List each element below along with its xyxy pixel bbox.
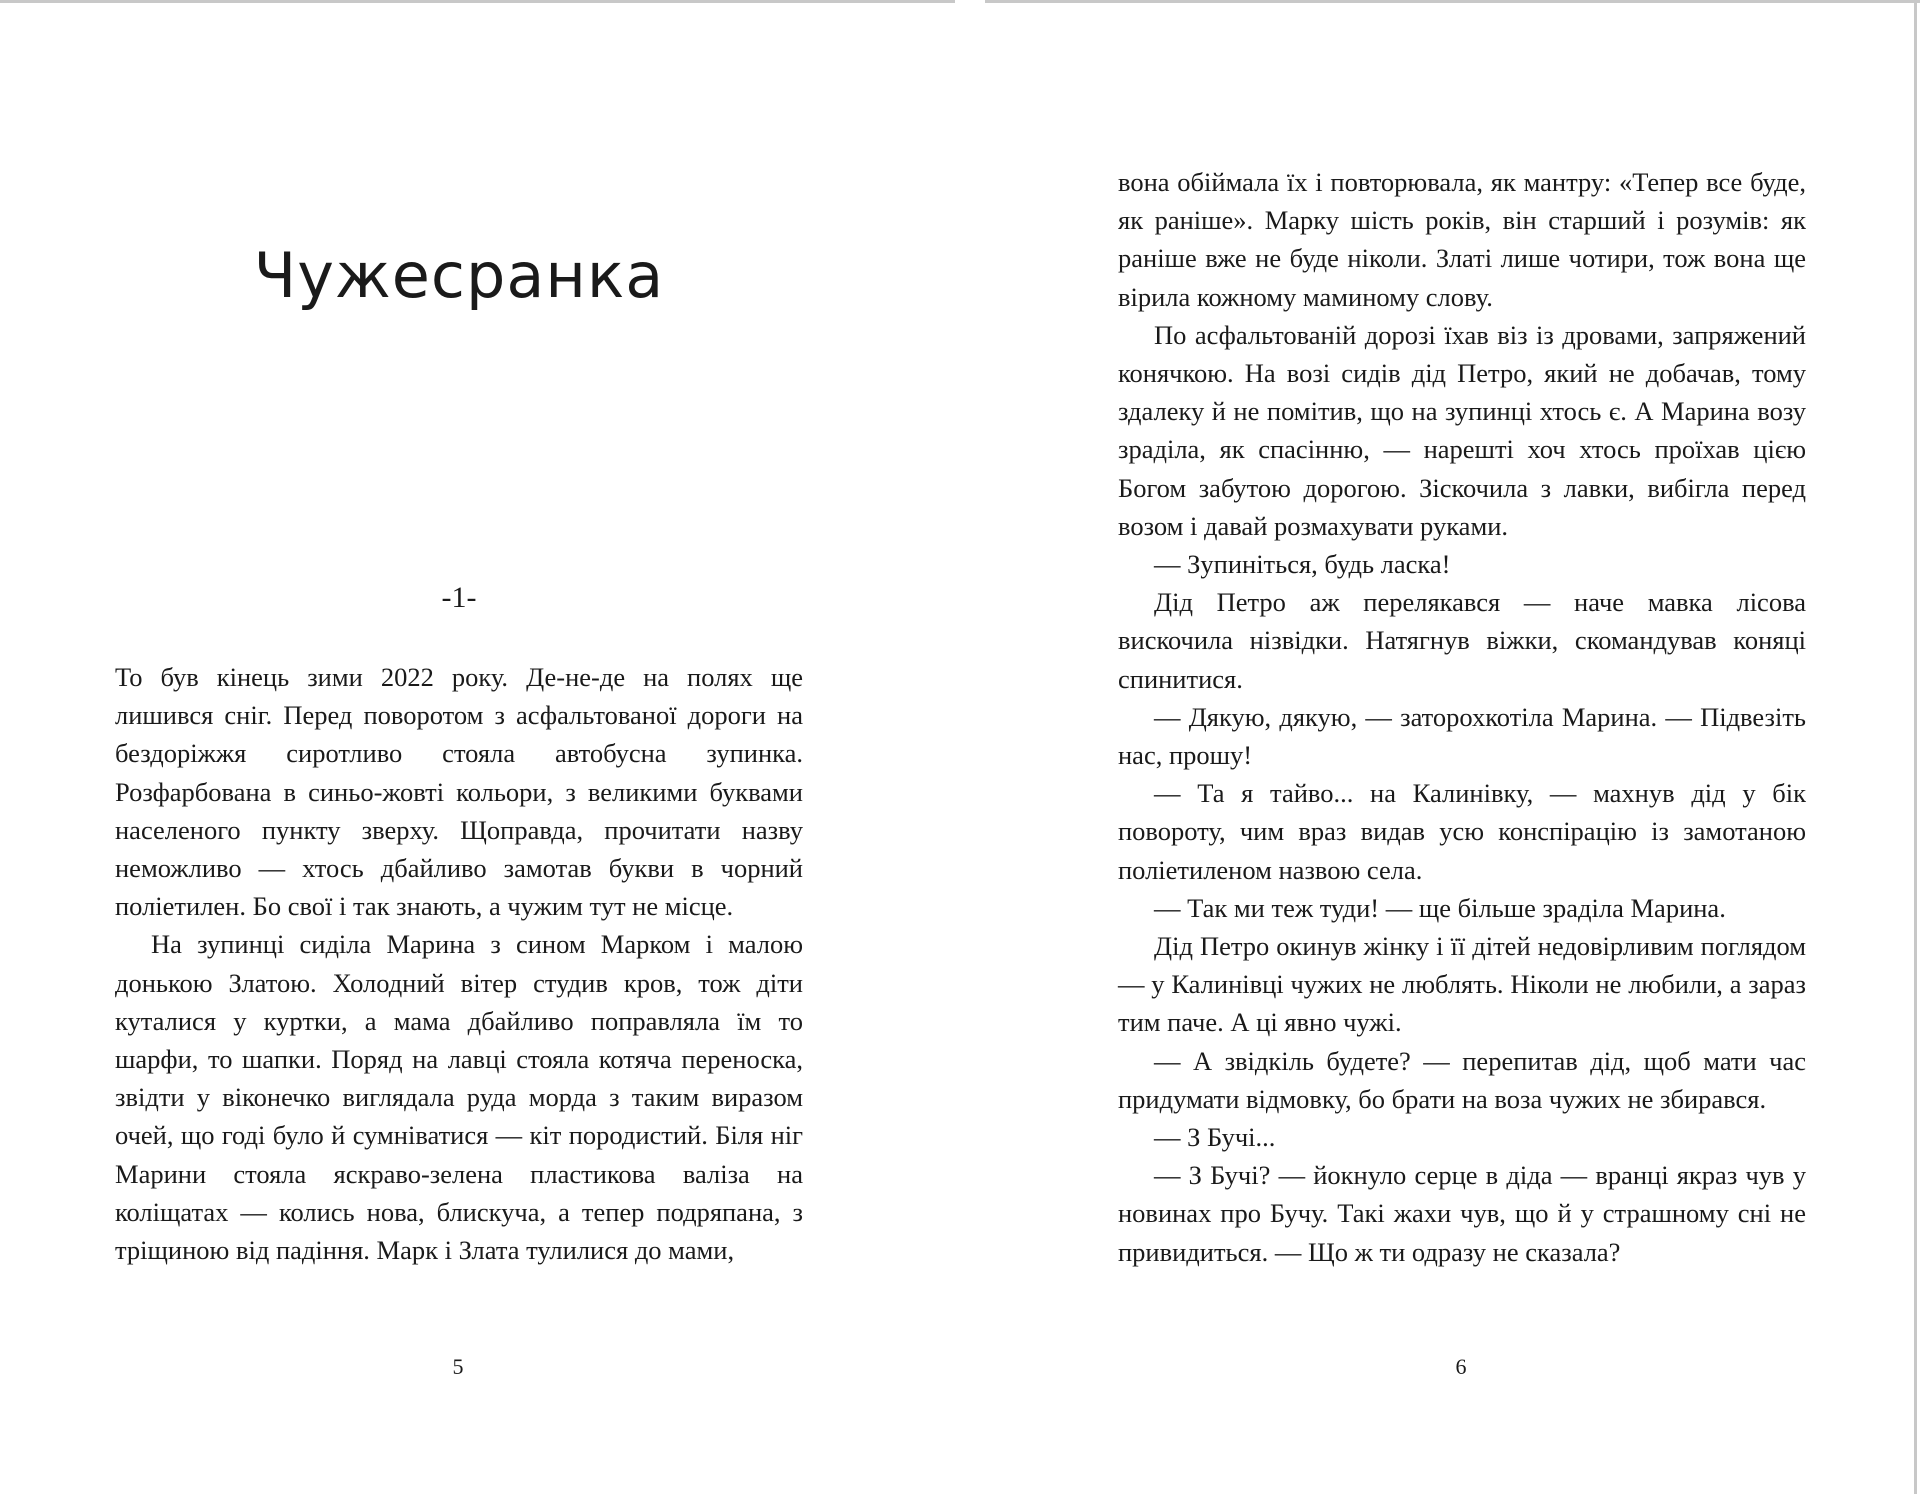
paragraph: То був кінець зими 2022 року. Де-не-де на полях ще лишився сніг. Перед поворотом з асфальтованої дороги на бездоріжжя сиротливо стояла автобусна зупинка. Розфарбована в синьо-жовті кольори, з великими буквами населеного пункту зверху. Щоправда, прочитати назву неможливо — хтось дбайливо замотав букви в чорний поліетилен. Бо свої і так знають, а чужим тут не місце. [115, 662, 803, 922]
page-number-right: 6 [1455, 1354, 1467, 1379]
left-page-body [115, 658, 803, 1269]
dialogue-line: — Зупиніться, будь ласка! [1154, 549, 1451, 580]
dialogue-line: — Так ми теж туди! — ще більше зраділа Марина. [1154, 892, 1726, 923]
paragraph: Дід Петро окинув жінку і її дітей недовірливим поглядом — у Калинівці чужих не люблять. Ніколи не любили, а зараз тим паче. А ці явно чужі. [1118, 931, 1806, 1038]
page-top-edge [985, 0, 1920, 3]
paragraph: На зупинці сиділа Марина з сином Марком і малою донькою Златою. Холодний вітер студив кров, тож діти куталися у куртки, а мама дбайливо поправляла їм то шарфи, то шапки. Поряд на лавці стояла котяча переноска, звідти у віконечко виглядала руда морда з таким виразом очей, що годі було й сумніватися — кіт породистий. Біля ніг Марини стояла яскраво-зелена пластикова валіза на коліщатах — колись нова, блискуча, а тепер подряпана, з тріщиною від падіння. Марк і Злата тулилися до мами, [115, 929, 803, 1266]
paragraph: Дід Петро аж перелякався — наче мавка лісова вискочила нізвідки. Натягнув віжки, скомандував коняці спинитися. [1118, 587, 1806, 694]
dialogue-line: — Та я тайво... на Калинівку, — махнув дід у бік повороту, чим враз видав усю конспірацію із замотаною поліетиленом назвою села. [1118, 778, 1806, 885]
page-top-edge [0, 0, 955, 3]
dialogue-line: — З Бучі? — йокнуло серце в діда — вранці якраз чув у новинах про Бучу. Такі жахи чув, що й у страшному сні не привидиться. — Що ж ти одразу не сказала? [1118, 1160, 1806, 1267]
chapter-title: Чужесранка [253, 239, 665, 312]
dialogue-line: — Дякую, дякую, — заторохкотіла Марина. — Підвезіть нас, прошу! [1118, 701, 1806, 771]
paragraph: По асфальтованій дорозі їхав віз із дровами, запряжений конячкою. На возі сидів дід Петро, який не добачав, тому здалеку й не помітив, що на зупинці хтось є. А Марина возу зраділа, як спасінню, — нарешті хоч хтось проїхав цією Богом забутою дорогою. Зіскочила з лавки, вибігла перед возом і давай розмахувати руками. [1118, 319, 1806, 541]
section-number: -1- [441, 581, 477, 614]
dialogue-line: — А звідкіль будете? — перепитав дід, щоб мати час придумати відмовку, бо брати на воза чужих не збирався. [1118, 1045, 1806, 1114]
dialogue-line: — З Бучі... [1154, 1122, 1276, 1153]
page-number-left: 5 [452, 1354, 464, 1379]
right-page-body [1118, 163, 1806, 1271]
page-right-edge [1914, 0, 1917, 1494]
paragraph: вона обіймала їх і повторювала, як мантру: «Тепер все буде, як раніше». Марку шість років, він старший і розумів: як раніше вже не буде ніколи. Златі лише чотири, тож вона ще вірила кожному маминому слову. [1118, 167, 1806, 312]
